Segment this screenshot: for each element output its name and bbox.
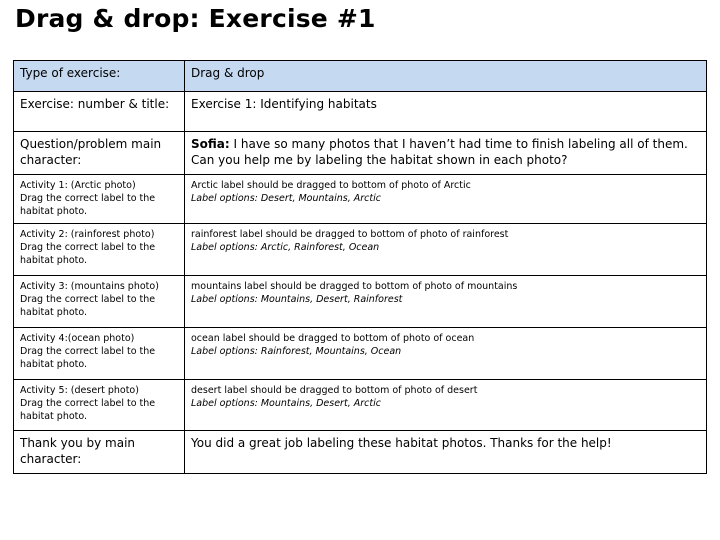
activity-3-label <box>14 276 185 328</box>
activity-3-detail <box>185 276 707 328</box>
activity-4-title: Activity 4:(ocean photo) <box>20 333 135 344</box>
activity-4-instruction: ocean label should be dragged to bottom of photo of ocean <box>191 333 475 344</box>
activity-2-detail <box>185 224 707 276</box>
row-activity-1 <box>14 175 707 224</box>
speaker-name: Sofia: <box>191 137 230 151</box>
row-type <box>14 61 707 92</box>
row-question-label: Question/problem main character: <box>14 132 185 175</box>
exercise-table <box>13 60 707 474</box>
activity-5-title: Activity 5: (desert photo) <box>20 385 139 396</box>
row-type-value: Drag & drop <box>185 61 707 92</box>
activity-2-options: Label options: Arctic, Rainforest, Ocean <box>191 242 380 253</box>
row-activity-3 <box>14 276 707 328</box>
row-question-value <box>185 132 707 175</box>
activity-1-options: Label options: Desert, Mountains, Arctic <box>191 193 381 204</box>
activity-2-direction: Drag the correct label to the habitat photo. <box>20 242 156 266</box>
activity-1-instruction: Arctic label should be dragged to bottom of photo of Arctic <box>191 180 471 191</box>
activity-3-title: Activity 3: (mountains photo) <box>20 281 159 292</box>
activity-1-detail <box>185 175 707 224</box>
row-number-label: Exercise: number & title: <box>14 92 185 132</box>
row-type-label: Type of exercise: <box>14 61 185 92</box>
page-title: Drag & drop: Exercise #1 <box>15 4 376 33</box>
activity-5-instruction: desert label should be dragged to bottom of photo of desert <box>191 385 478 396</box>
row-number <box>14 92 707 132</box>
activity-3-options: Label options: Mountains, Desert, Rainforest <box>191 294 403 305</box>
activity-2-label <box>14 224 185 276</box>
activity-5-options: Label options: Mountains, Desert, Arctic <box>191 398 381 409</box>
question-text: I have so many photos that I haven’t had time to finish labeling all of them. Can you help me by labeling the habitat shown in each photo? <box>191 137 688 167</box>
activity-1-title: Activity 1: (Arctic photo) <box>20 180 136 191</box>
row-thanks <box>14 431 707 474</box>
activity-5-detail <box>185 380 707 431</box>
activity-2-title: Activity 2: (rainforest photo) <box>20 229 155 240</box>
activity-3-direction: Drag the correct label to the habitat photo. <box>20 294 156 318</box>
row-activity-4 <box>14 328 707 380</box>
row-thanks-value: You did a great job labeling these habitat photos. Thanks for the help! <box>185 431 707 474</box>
activity-4-label <box>14 328 185 380</box>
row-activity-5 <box>14 380 707 431</box>
activity-3-instruction: mountains label should be dragged to bottom of photo of mountains <box>191 281 518 292</box>
activity-2-instruction: rainforest label should be dragged to bottom of photo of rainforest <box>191 229 509 240</box>
activity-4-direction: Drag the correct label to the habitat photo. <box>20 346 156 370</box>
row-question <box>14 132 707 175</box>
row-activity-2 <box>14 224 707 276</box>
activity-5-direction: Drag the correct label to the habitat photo. <box>20 398 156 422</box>
activity-4-options: Label options: Rainforest, Mountains, Ocean <box>191 346 402 357</box>
activity-5-label <box>14 380 185 431</box>
activity-1-label <box>14 175 185 224</box>
row-thanks-label: Thank you by main character: <box>14 431 185 474</box>
activity-4-detail <box>185 328 707 380</box>
row-number-value: Exercise 1: Identifying habitats <box>185 92 707 132</box>
activity-1-direction: Drag the correct label to the habitat photo. <box>20 193 156 217</box>
